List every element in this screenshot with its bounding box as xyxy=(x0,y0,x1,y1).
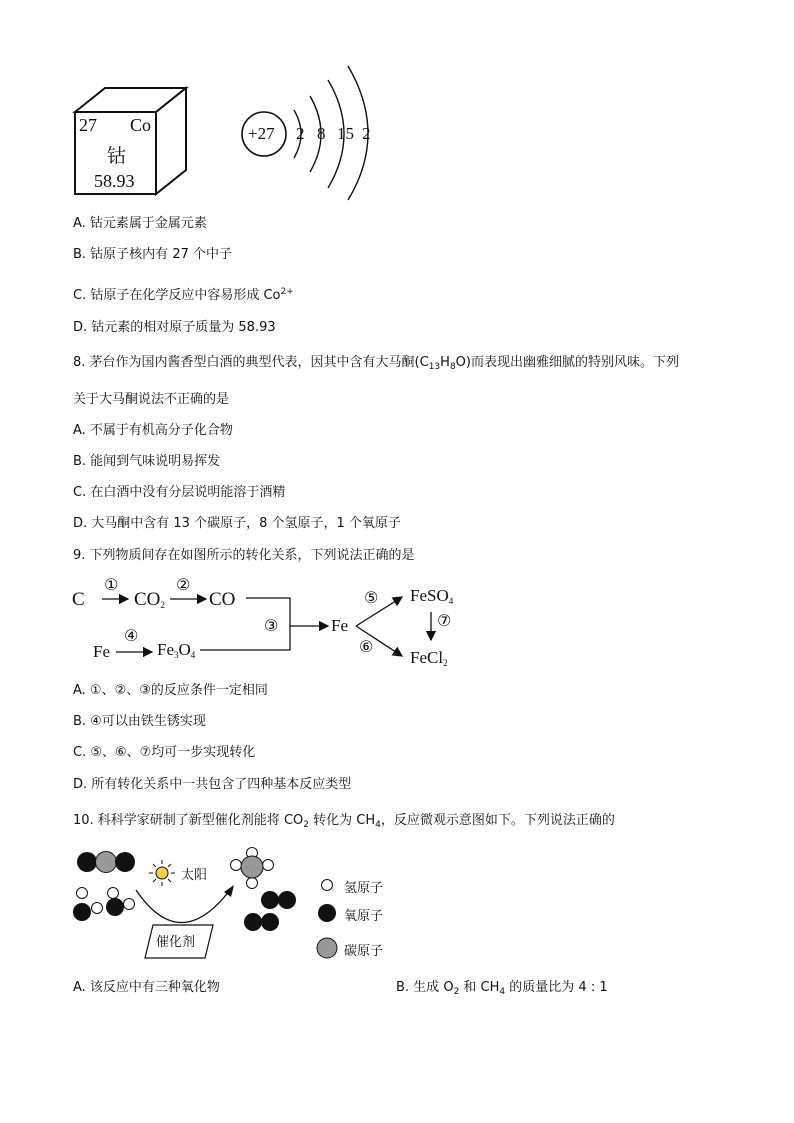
shell-electrons-2: 8 xyxy=(317,124,326,143)
atomic-mass: 58.93 xyxy=(94,171,135,191)
water-molecule xyxy=(106,888,135,917)
nucleus-charge: +27 xyxy=(248,124,275,143)
q7-option-d: D. 钴元素的相对原子质量为 58.93 xyxy=(73,320,276,335)
q7-option-c: C. 钴原子在化学反应中容易形成 $Co^{2+}$ xyxy=(73,287,294,303)
shell-electrons-3: 15 xyxy=(337,124,354,143)
reaction-arrow xyxy=(136,890,230,923)
step-label-1: ① xyxy=(104,575,119,594)
species-c: C xyxy=(72,589,85,610)
q8-option-b: B. 能闻到气味说明易挥发 xyxy=(73,454,221,469)
step-label-2: ② xyxy=(176,575,191,594)
legend-hydrogen-label: 氢原子 xyxy=(344,881,384,896)
o2-molecule xyxy=(244,913,279,931)
species-feso4: FeSO$_4$ xyxy=(410,586,454,606)
step-label-6: ⑥ xyxy=(359,637,374,656)
shell-electrons-1: 2 xyxy=(296,124,305,143)
species-fe: Fe xyxy=(331,616,348,635)
q10-option-a: A. 该反应中有三种氧化物 xyxy=(73,980,220,995)
species-fe3o4: $Fe_3O_4$ xyxy=(157,640,196,660)
legend-hydrogen-marker xyxy=(322,880,333,891)
q9-stem: 9. 下列物质间存在如图所示的转化关系，下列说法正确的是 xyxy=(73,548,415,563)
element-symbol: Co xyxy=(130,115,152,135)
step-label-4: ④ xyxy=(124,626,139,645)
q8-option-c: C. 在白酒中没有分层说明能溶于酒精 xyxy=(73,485,286,500)
species-co2: $CO_2$ xyxy=(134,589,165,610)
q10-stem: 10. 科科学家研制了新型催化剂能将 $CO_2$ 转化为 $CH_4$，反应微观示意图如下。下列说法正确的 xyxy=(73,813,615,830)
arrow-5 xyxy=(356,597,402,626)
sun-icon xyxy=(149,860,175,886)
sun-label: 太阳 xyxy=(181,868,208,883)
q8-stem: 8. 茅台作为国内酱香型白酒的典型代表，因其中含有大马酮$(C_{13}H_8O)$而表现出幽雅细腻的特别风味。下列 xyxy=(73,355,679,372)
q10-option-b: B. 生成 $O_2$ 和 $CH_4$ 的质量比为 4 : 1 xyxy=(396,980,608,997)
q8-option-a: A. 不属于有机高分子化合物 xyxy=(73,423,233,438)
species-fe-reactant: Fe xyxy=(93,642,110,661)
q7-option-b: B. 钴原子核内有 27 个中子 xyxy=(73,247,232,262)
element-name: 钴 xyxy=(107,145,127,167)
shell-electrons-4: 2 xyxy=(362,124,371,143)
step-label-3: ③ xyxy=(264,616,279,635)
step-label-7: ⑦ xyxy=(437,611,452,630)
q7-option-a: A. 钴元素属于金属元素 xyxy=(73,216,207,231)
o2-molecule xyxy=(261,891,296,909)
step-label-5: ⑤ xyxy=(364,588,379,607)
water-molecule xyxy=(73,888,103,922)
legend-oxygen-label: 氧原子 xyxy=(344,909,384,924)
species-co: CO xyxy=(209,589,236,610)
atomic-number: 27 xyxy=(79,115,97,135)
q9-option-d: D. 所有转化关系中一共包含了四种基本反应类型 xyxy=(73,777,352,792)
legend-carbon-label: 碳原子 xyxy=(344,944,384,959)
catalyst-label: 催化剂 xyxy=(156,935,196,950)
ch4-molecule xyxy=(231,848,274,889)
q8-stem-line2: 关于大马酮说法不正确的是 xyxy=(73,392,230,407)
legend-carbon-marker xyxy=(317,938,337,958)
co2-molecule xyxy=(77,852,135,873)
species-fecl2: FeCl$_2$ xyxy=(410,648,448,668)
legend-oxygen-marker xyxy=(318,904,336,922)
q9-option-a: A. ①、②、③的反应条件一定相同 xyxy=(73,683,268,698)
q8-option-d: D. 大马酮中含有 13 个碳原子，8 个氢原子，1 个氧原子 xyxy=(73,516,401,531)
q9-option-c: C. ⑤、⑥、⑦均可一步实现转化 xyxy=(73,745,256,760)
q9-option-b: B. ④可以由铁生锈实现 xyxy=(73,714,206,729)
